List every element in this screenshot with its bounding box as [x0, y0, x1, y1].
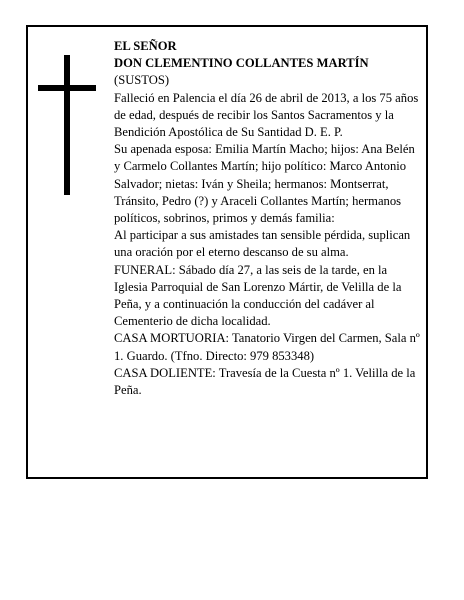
- funeral-info: FUNERAL: Sábado día 27, a las seis de la tarde, en la Iglesia Parroquial de San Lorenzo Mártir, de Velilla de la Peña, y a continuación la conducción del cadáver al Cementerio de dicha localidad.: [114, 262, 402, 329]
- family-list: Su apenada esposa: Emilia Martín Macho; hijos: Ana Belén y Carmelo Collantes Martín; hijo político: Marco Antonio Salvador; nietas: Iván y Sheila; hermanos: Montserrat, Tránsito, Pedro (?) y Araceli Collantes Martín; hermanos políticos, sobrinos, primos y demás familia:: [114, 142, 415, 226]
- mortuary-info: CASA MORTUORIA: Tanatorio Virgen del Carmen, Sala nº 1. Guardo. (Tfno. Directo: 979 853348): [114, 331, 420, 363]
- deceased-name: DON CLEMENTINO COLLANTES MARTÍN: [114, 56, 369, 71]
- cross-vertical-bar: [64, 55, 70, 195]
- cross-horizontal-bar: [38, 85, 96, 91]
- prayer-request: Al participar a sus amistades tan sensible pérdida, suplican una oración por el eterno descanso de su alma.: [114, 228, 411, 260]
- grieving-house-info: CASA DOLIENTE: Travesía de la Cuesta nº 1. Velilla de la Peña.: [114, 365, 416, 398]
- notice-title-line-1: EL SEÑOR: [114, 39, 177, 53]
- death-announcement: Falleció en Palencia el día 26 de abril de 2013, a los 75 años de edad, después de recibir los Santos Sacramentos y la Bendición Apostólica de Su Santidad D. E. P.: [114, 90, 419, 140]
- obituary-text-block: [114, 38, 420, 399]
- deceased-nickname: (SUSTOS): [114, 73, 170, 88]
